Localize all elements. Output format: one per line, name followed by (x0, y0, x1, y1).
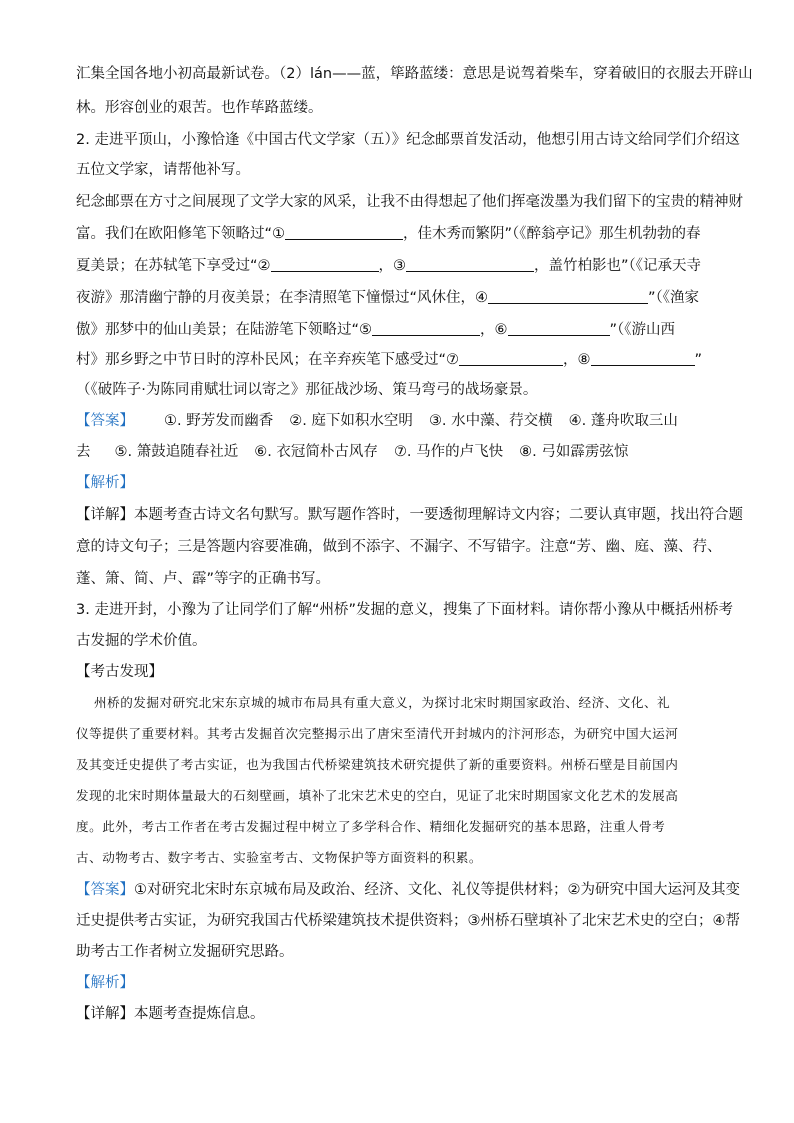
detail-line: 【详解】本题考查提炼信息。 (76, 1006, 265, 1022)
question-2-stem: 五位文学家，请帮他补写。 (76, 162, 250, 178)
answer-item: ①. 野芳发而幽香 (164, 413, 274, 429)
blank-5 (372, 320, 480, 336)
blank-8 (591, 350, 695, 366)
detail-line: 【详解】本题考查古诗文名句默写。默写题作答时，一要透彻理解诗文内容；二要认真审题，找出符合题 (76, 507, 743, 523)
paragraph-line: 汇集全国各地小初高最新试卷。（2）lán——蓝，筚路蓝缕：意思是说驾着柴车，穿着破旧的衣服去开辟山 (76, 66, 753, 82)
passage-text: 夜游》那清幽宁静的月夜美景；在李清照笔下憧憬过“风休住，④ (76, 290, 489, 306)
answer-item: ⑦. 马作的卢飞快 (393, 444, 504, 460)
passage-text: ，⑥ (480, 322, 508, 338)
answer-line (76, 442, 628, 462)
material-line: 及其变迁史提供了考古实证，也为我国古代桥梁建筑技术研究提供了新的重要资料。州桥石壁是目前国内 (76, 757, 679, 772)
passage-text: ” (694, 352, 703, 368)
detail-line: 蓬、箫、简、卢、霹”等字的正确书写。 (76, 571, 331, 587)
passage-text: ，⑧ (563, 352, 591, 368)
passage-text: 傲》那梦中的仙山美景；在陆游笔下领略过“⑤ (76, 322, 373, 338)
answer-label: 【答案】 (76, 882, 134, 898)
passage-line (76, 288, 699, 308)
paragraph-line: 林。形容创业的艰苦。也作荜路蓝缕。 (76, 100, 323, 116)
answer-text: ①对研究北宋时东京城布局及政治、经济、文化、礼仪等提供材料；②为研究中国大运河及其变 (134, 882, 740, 898)
passage-text: ”（《渔家 (648, 290, 700, 306)
blank-3 (406, 256, 534, 272)
detail-line: 意的诗文句子；三是答题内容要准确，做到不添字、不漏字、不写错字。注意“芳、幽、庭、藻、荇、 (76, 539, 722, 555)
passage-text: ，③ (378, 258, 407, 274)
passage-line (76, 350, 702, 370)
answer-item: ②. 庭下如积水空明 (289, 413, 413, 429)
question-3-stem: 古发掘的学术价值。 (76, 633, 207, 649)
passage-text: 村》那乡野之中节日时的淳朴民风；在辛弃疾笔下感受过“⑦ (76, 352, 460, 368)
passage-line: （《破阵子·为陈同甫赋壮词以寄之》那征战沙场、策马弯弓的战场豪景。 (76, 382, 538, 398)
answer-item: ④. 蓬舟吹取三山 (568, 413, 678, 429)
blank-4 (488, 288, 648, 304)
material-heading: 【考古发现】 (76, 664, 163, 680)
passage-line (76, 256, 701, 276)
passage-line (76, 224, 701, 244)
question-2-stem: 2. 走进平顶山，小豫恰逢《中国古代文学家（五）》纪念邮票首发活动，他想引用古诗文给同学们介绍这 (76, 132, 740, 148)
blank-1 (285, 224, 403, 240)
blank-7 (459, 350, 563, 366)
passage-line (76, 320, 675, 340)
answer-item: 去 (76, 444, 91, 460)
blank-2 (271, 256, 379, 272)
blank-6 (508, 320, 610, 336)
answer-item: ⑥. 衣冠简朴古风存 (254, 444, 378, 460)
answer-label: 【答案】 (76, 413, 134, 429)
passage-line: 纪念邮票在方寸之间展现了文学大家的风采，让我不由得想起了他们挥毫泼墨为我们留下的宝贵的精神财 (76, 194, 743, 210)
question-3-stem: 3. 走进开封，小豫为了让同学们了解“州桥”发掘的意义，搜集了下面材料。请你帮小豫从中概括州桥考 (76, 602, 733, 618)
answer-item: ⑤. 箫鼓追随春社近 (114, 444, 239, 460)
material-line: 度。此外，考古工作者在考古发掘过程中树立了多学科合作、精细化发掘研究的基本思路，注重人骨考 (76, 819, 666, 834)
material-line: 发现的北宋时期体量最大的石刻壁画，填补了北宋艺术史的空白，见证了北宋时期国家文化艺术的发展高 (76, 788, 679, 803)
answer-line (76, 411, 678, 431)
passage-text: ，盖竹柏影也”（《记承天寺 (534, 258, 702, 274)
answer-item: ⑧. 弓如霹雳弦惊 (519, 444, 629, 460)
passage-text: 夏美景；在苏轼笔下享受过“② (76, 258, 271, 274)
material-line: 仪等提供了重要材料。其考古发掘首次完整揭示出了唐宋至清代开封城内的汴河形态，为研究中国大运河 (76, 726, 679, 741)
passage-text: ，佳木秀而繁阴”（《醉翁亭记》那生机勃勃的春 (403, 226, 701, 242)
passage-text: 富。我们在欧阳修笔下领略过“① (76, 226, 286, 242)
analysis-label: 【解析】 (76, 475, 134, 491)
answer-line: 迁史提供考古实证，为研究我国古代桥梁建筑技术提供资料；③州桥石壁填补了北宋艺术史的空白；④帮 (76, 913, 740, 929)
material-line: 古、动物考古、数字考古、实验室考古、文物保护等方面资料的积累。 (76, 850, 482, 865)
passage-text: ”（《游山西 (609, 322, 676, 338)
material-line: 州桥的发掘对研究北宋东京城的城市布局具有重大意义，为探讨北宋时期国家政治、经济、文化、礼 (94, 695, 671, 710)
answer-line (76, 880, 740, 900)
answer-line: 助考古工作者树立发掘研究思路。 (76, 944, 294, 960)
analysis-label: 【解析】 (76, 975, 134, 991)
answer-item: ③. 水中藻、荇交横 (428, 413, 553, 429)
